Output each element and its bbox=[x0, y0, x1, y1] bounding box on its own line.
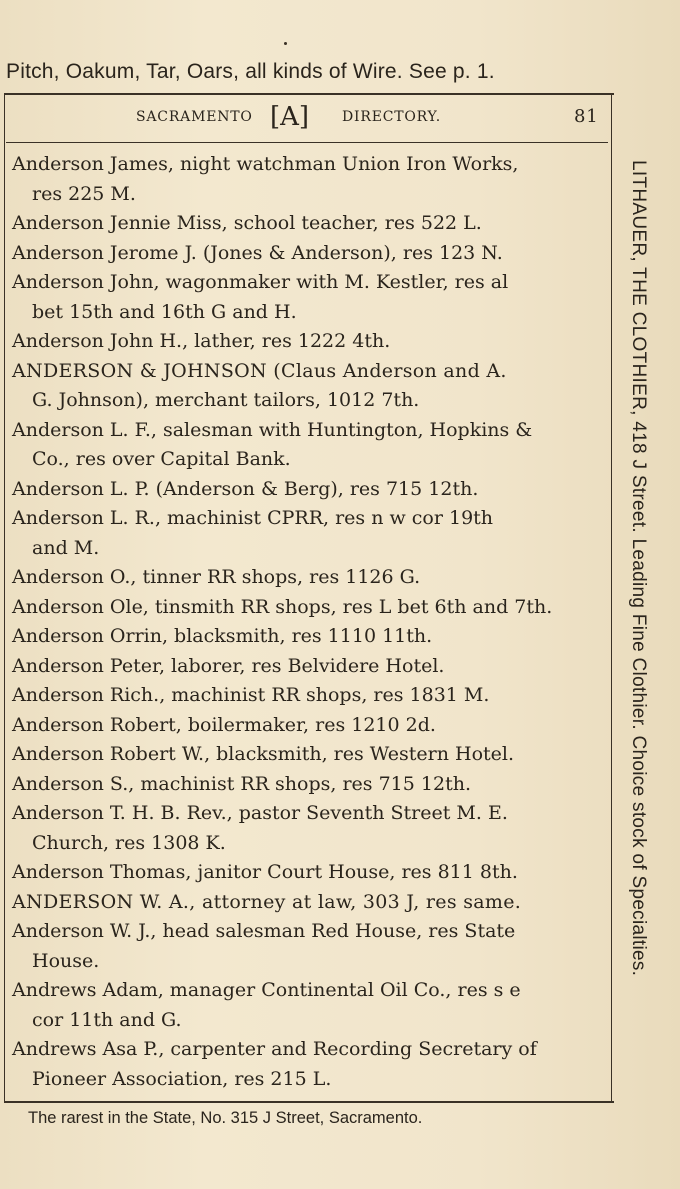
entry-line: Anderson O., tinner RR shops, res 1126 G. bbox=[12, 566, 421, 588]
entry-line: ANDERSON & JOHNSON (Claus Anderson and A. bbox=[12, 359, 507, 382]
side-advertisement bbox=[618, 160, 658, 1000]
frame-bottom-rule bbox=[4, 1101, 614, 1103]
entry-line: Anderson L. F., salesman with Huntington, Hopkins & bbox=[12, 418, 533, 441]
footer-advertisement: The rarest in the State, No. 315 J Street, Sacramento. bbox=[28, 1109, 423, 1127]
running-header bbox=[12, 102, 600, 136]
entry-continuation-line: Co., res over Capital Bank. bbox=[32, 448, 291, 470]
frame-left-rule bbox=[4, 93, 5, 1102]
entry-continuation-line: Church, res 1308 K. bbox=[32, 831, 226, 854]
header-rule bbox=[6, 142, 608, 143]
entry-line: Anderson John, wagonmaker with M. Kestler, res al bbox=[12, 271, 509, 293]
top-advertisement: Pitch, Oakum, Tar, Oars, all kinds of Wire. See p. 1. bbox=[6, 60, 495, 83]
entry-line: Anderson James, night watchman Union Iron Works, bbox=[12, 153, 519, 175]
entry-line: Anderson W. J., head salesman Red House, res State bbox=[12, 920, 516, 942]
header-city: SACRAMENTO bbox=[136, 109, 253, 125]
directory-entries bbox=[12, 150, 604, 1094]
entry-line: Anderson Thomas, janitor Court House, res 811 8th. bbox=[12, 861, 518, 883]
header-section-letter: [A] bbox=[270, 102, 310, 132]
entry-line: Andrews Adam, manager Continental Oil Co., res s e bbox=[12, 979, 521, 1001]
entry-line: Anderson L. P. (Anderson & Berg), res 715 12th. bbox=[12, 477, 479, 500]
entry-line: Anderson Robert W., blacksmith, res Western Hotel. bbox=[12, 743, 514, 765]
entry-line: Anderson S., machinist RR shops, res 715 12th. bbox=[12, 772, 471, 795]
entry-continuation-line: bet 15th and 16th G and H. bbox=[32, 300, 297, 323]
entry-continuation-line: cor 11th and G. bbox=[32, 1008, 182, 1031]
entry-continuation-line: House. bbox=[32, 949, 100, 972]
speck-mark bbox=[284, 42, 287, 45]
entry-line: Anderson Ole, tinsmith RR shops, res L bet 6th and 7th. bbox=[12, 595, 553, 618]
entry-continuation-line: and M. bbox=[32, 536, 100, 559]
entry-line: ANDERSON W. A., attorney at law, 303 J, res same. bbox=[12, 890, 522, 913]
entry-line: Anderson Jennie Miss, school teacher, res 522 L. bbox=[12, 212, 482, 234]
entry-continuation-line: G. Johnson), merchant tailors, 1012 7th. bbox=[32, 389, 420, 411]
entry-continuation-line: Pioneer Association, res 215 L. bbox=[32, 1067, 332, 1090]
entry-line: Anderson T. H. B. Rev., pastor Seventh Street M. E. bbox=[12, 802, 508, 824]
entry-line: Anderson Rich., machinist RR shops, res 1831 M. bbox=[12, 684, 490, 706]
entry-line: Anderson L. R., machinist CPRR, res n w cor 19th bbox=[12, 507, 494, 529]
entry-line: Anderson Jerome J. (Jones & Anderson), res 123 N. bbox=[12, 241, 503, 264]
side-advertisement-text: LITHAUER, THE CLOTHIER, 418 J Street. Leading Fine Clothier. Choice stock of Specialties. bbox=[628, 160, 649, 977]
entry-line: Anderson Robert, boilermaker, res 1210 2d. bbox=[12, 713, 436, 736]
entry-line: Anderson John H., lather, res 1222 4th. bbox=[12, 330, 391, 352]
entry-line: Anderson Peter, laborer, res Belvidere Hotel. bbox=[12, 654, 445, 677]
entry-line: Anderson Orrin, blacksmith, res 1110 11th. bbox=[12, 625, 433, 647]
page-number: 81 bbox=[574, 106, 599, 127]
entry-continuation-line: res 225 M. bbox=[32, 182, 136, 205]
frame-top-rule bbox=[4, 93, 614, 95]
entry-line: Andrews Asa P., carpenter and Recording Secretary of bbox=[12, 1038, 537, 1060]
header-directory: DIRECTORY. bbox=[342, 109, 442, 125]
frame-right-rule bbox=[611, 93, 612, 1102]
